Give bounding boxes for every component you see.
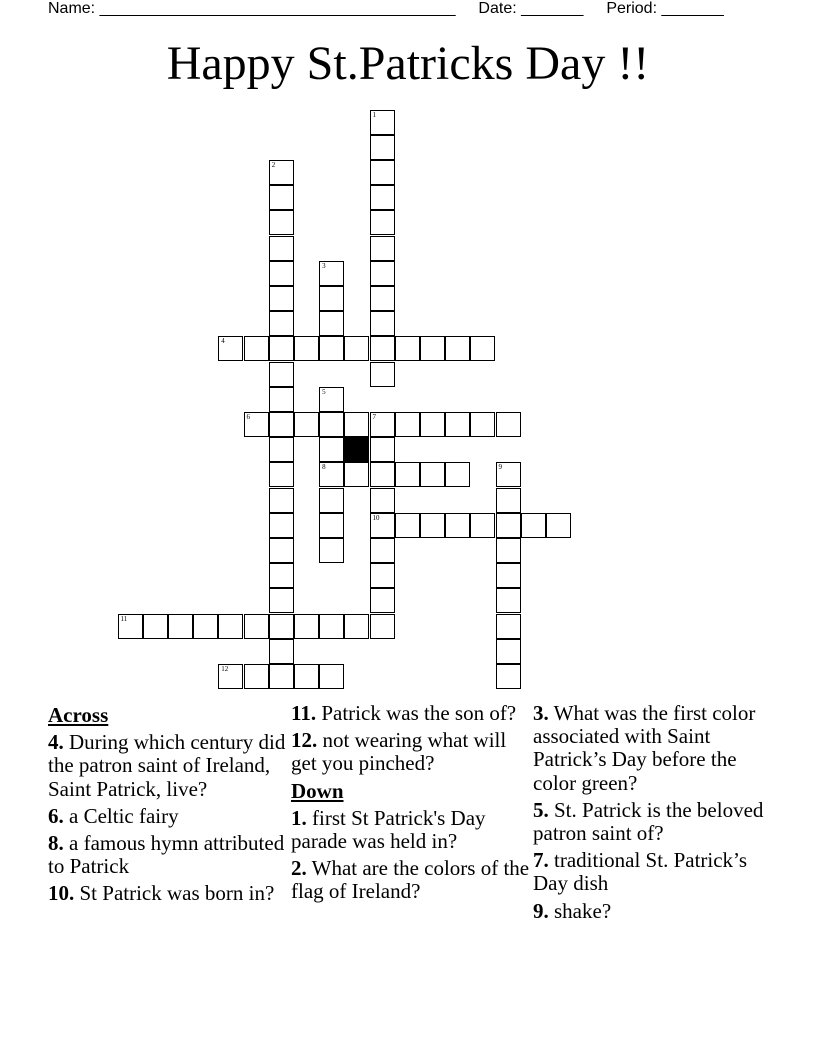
grid-cell[interactable]: [269, 286, 294, 311]
clue-number: 7.: [533, 848, 549, 873]
cell-number: 3: [322, 261, 326, 270]
cell-number: 1: [372, 110, 376, 119]
clues-column-2: [291, 702, 531, 908]
grid-cell[interactable]: [269, 664, 294, 689]
clue-item: [48, 882, 288, 905]
grid-cell[interactable]: [395, 513, 420, 538]
grid-cell[interactable]: [445, 336, 470, 361]
clue-item: [291, 807, 531, 853]
cell-number: 12: [221, 664, 229, 673]
clue-number: 8.: [48, 831, 64, 856]
grid-cell[interactable]: [370, 412, 395, 437]
clue-number: 12.: [291, 728, 318, 753]
clue-text: a Celtic fairy: [63, 803, 179, 828]
grid-cell[interactable]: [470, 336, 495, 361]
grid-cell[interactable]: [269, 362, 294, 387]
grid-cell[interactable]: [445, 462, 470, 487]
clue-number: 9.: [533, 898, 549, 923]
grid-cell[interactable]: [319, 336, 344, 361]
grid-cell[interactable]: [319, 311, 344, 336]
down-heading: Down: [291, 778, 344, 803]
grid-cell[interactable]: [269, 588, 294, 613]
grid-cell[interactable]: [319, 286, 344, 311]
grid-cell[interactable]: [193, 614, 218, 639]
clue-text: not wearing what will get you pinched?: [291, 728, 507, 776]
grid-cell[interactable]: [370, 563, 395, 588]
cell-number: 2: [271, 160, 276, 169]
clue-number: 11.: [291, 701, 317, 725]
clue-number: 4.: [48, 730, 64, 755]
grid-cell[interactable]: [269, 261, 294, 286]
grid-cell[interactable]: [269, 639, 294, 664]
name-field[interactable]: Name: ________________________________________: [48, 0, 456, 17]
grid-cell[interactable]: [370, 538, 395, 563]
clue-list-col3: [533, 702, 773, 923]
cell-number: 10: [372, 513, 380, 522]
grid-cell[interactable]: [420, 412, 445, 437]
clue-item: [533, 702, 773, 795]
grid-cell[interactable]: [143, 614, 168, 639]
grid-cell[interactable]: [496, 412, 521, 437]
grid-cell[interactable]: [370, 210, 395, 235]
grid-cell[interactable]: [370, 336, 395, 361]
grid-cell[interactable]: [344, 412, 369, 437]
grid-cell[interactable]: [370, 286, 395, 311]
cell-number: 9: [498, 463, 502, 472]
clue-item: [533, 900, 773, 923]
clue-item: [48, 731, 288, 801]
grid-cell[interactable]: [496, 664, 521, 689]
grid-cell[interactable]: [269, 387, 294, 412]
grid-cell[interactable]: [370, 437, 395, 462]
clue-number: 10.: [48, 881, 75, 906]
date-field[interactable]: Date: _______: [478, 0, 584, 17]
grid-cell[interactable]: [370, 588, 395, 613]
grid-cell[interactable]: [496, 513, 521, 538]
cell-number: 5: [322, 387, 326, 396]
grid-cell[interactable]: [319, 261, 344, 286]
grid-cell[interactable]: [319, 462, 344, 487]
grid-cell[interactable]: [269, 236, 294, 261]
clue-number: 5.: [533, 797, 549, 822]
grid-cell[interactable]: [269, 462, 294, 487]
grid-cell[interactable]: [470, 412, 495, 437]
clue-item: [291, 702, 531, 725]
grid-cell[interactable]: [319, 664, 344, 689]
grid-cell[interactable]: [244, 412, 269, 437]
grid-cell[interactable]: [370, 462, 395, 487]
grid-cell[interactable]: [118, 614, 143, 639]
across-heading: Across: [48, 703, 109, 727]
clue-text: St. Patrick is the beloved patron saint of?: [533, 797, 764, 846]
grid-cell[interactable]: [294, 412, 319, 437]
grid-cell[interactable]: [344, 614, 369, 639]
clue-text: traditional St. Patrick’s Day dish: [533, 848, 748, 896]
grid-cell[interactable]: [496, 614, 521, 639]
grid-cell[interactable]: [521, 513, 546, 538]
clue-text: first St Patrick's Day parade was held in?: [291, 805, 486, 854]
clue-text: a famous hymn attributed to Patrick: [48, 831, 285, 879]
grid-cell[interactable]: [269, 160, 294, 185]
clue-item: [48, 805, 288, 828]
clue-list-col1: [48, 731, 288, 905]
grid-cell[interactable]: [370, 261, 395, 286]
grid-cell[interactable]: [395, 336, 420, 361]
grid-cell[interactable]: [370, 513, 395, 538]
grid-cell[interactable]: [269, 488, 294, 513]
grid-cell[interactable]: [218, 664, 243, 689]
grid-cell[interactable]: [445, 513, 470, 538]
grid-cell[interactable]: [496, 563, 521, 588]
grid-cell[interactable]: [496, 488, 521, 513]
clue-text: During which century did the patron saint of Ireland, Saint Patrick, live?: [48, 730, 286, 801]
grid-cell[interactable]: [269, 185, 294, 210]
grid-cell[interactable]: [395, 412, 420, 437]
grid-cell[interactable]: [496, 639, 521, 664]
grid-cell[interactable]: [420, 513, 445, 538]
grid-cell[interactable]: [420, 462, 445, 487]
grid-cell[interactable]: [218, 336, 243, 361]
cell-number: 4: [221, 337, 225, 346]
grid-cell[interactable]: [319, 488, 344, 513]
grid-cell[interactable]: [218, 614, 243, 639]
clue-number: 2.: [291, 856, 307, 881]
grid-cell[interactable]: [269, 538, 294, 563]
grid-cell[interactable]: [269, 563, 294, 588]
grid-cell[interactable]: [319, 387, 344, 412]
period-field[interactable]: Period: _______: [606, 0, 724, 17]
clue-text: St Patrick was born in?: [74, 881, 275, 906]
clue-text: What are the colors of the flag of Ireland?: [291, 856, 530, 904]
grid-cell[interactable]: [395, 462, 420, 487]
clue-number: 1.: [291, 805, 307, 830]
grid-cell[interactable]: [319, 412, 344, 437]
grid-cell[interactable]: [344, 462, 369, 487]
grid-cell[interactable]: [244, 614, 269, 639]
grid-cell[interactable]: [319, 614, 344, 639]
grid-cell[interactable]: [470, 513, 495, 538]
grid-cell[interactable]: [294, 614, 319, 639]
grid-cell[interactable]: [269, 412, 294, 437]
clue-list-col2-down: [291, 807, 531, 904]
grid-cell[interactable]: [546, 513, 571, 538]
grid-cell[interactable]: [496, 588, 521, 613]
grid-cell[interactable]: [319, 437, 344, 462]
clue-text: What was the first color associated with Saint Patrick’s Day before the color green?: [533, 701, 756, 795]
grid-cell[interactable]: [294, 664, 319, 689]
cell-number: 8: [322, 463, 326, 472]
grid-cell[interactable]: [269, 437, 294, 462]
grid-cell[interactable]: [370, 614, 395, 639]
clue-item: [48, 832, 288, 878]
grid-cell[interactable]: [420, 336, 445, 361]
grid-cell[interactable]: [370, 311, 395, 336]
grid-cell[interactable]: [370, 160, 395, 185]
grid-cell[interactable]: [370, 362, 395, 387]
grid-cell[interactable]: [496, 462, 521, 487]
clue-item: [533, 849, 773, 895]
cell-number: 11: [120, 614, 128, 623]
clue-list-col2-across: [291, 702, 531, 776]
grid-cell[interactable]: [496, 538, 521, 563]
clue-text: Patrick was the son of?: [316, 701, 517, 725]
student-info-line: [48, 0, 748, 19]
cell-number: 7: [372, 412, 376, 421]
clue-item: [533, 799, 773, 845]
grid-cell[interactable]: [370, 236, 395, 261]
grid-cell[interactable]: [168, 614, 193, 639]
clues-column-3: [533, 702, 773, 927]
cell-number: 6: [246, 412, 250, 421]
grid-cell[interactable]: [370, 110, 395, 135]
grid-cell[interactable]: [269, 614, 294, 639]
black-square: [344, 437, 369, 462]
clues-column-1: [48, 702, 288, 910]
grid-cell[interactable]: [244, 664, 269, 689]
clue-item: [291, 857, 531, 903]
grid-cell[interactable]: [269, 513, 294, 538]
grid-cell[interactable]: [294, 336, 319, 361]
clue-number: 6.: [48, 803, 64, 828]
grid-cell[interactable]: [344, 336, 369, 361]
grid-cell[interactable]: [370, 185, 395, 210]
clue-item: [291, 729, 531, 775]
grid-cell[interactable]: [445, 412, 470, 437]
grid-cell[interactable]: [269, 311, 294, 336]
clue-number: 3.: [533, 701, 549, 725]
grid-cell[interactable]: [319, 538, 344, 563]
grid-cell[interactable]: [370, 135, 395, 160]
puzzle-title: Happy St.Patricks Day !!: [166, 37, 650, 90]
grid-cell[interactable]: [269, 336, 294, 361]
grid-cell[interactable]: [244, 336, 269, 361]
grid-cell[interactable]: [319, 513, 344, 538]
grid-cell[interactable]: [269, 210, 294, 235]
grid-cell[interactable]: [370, 488, 395, 513]
clue-text: shake?: [548, 898, 612, 923]
